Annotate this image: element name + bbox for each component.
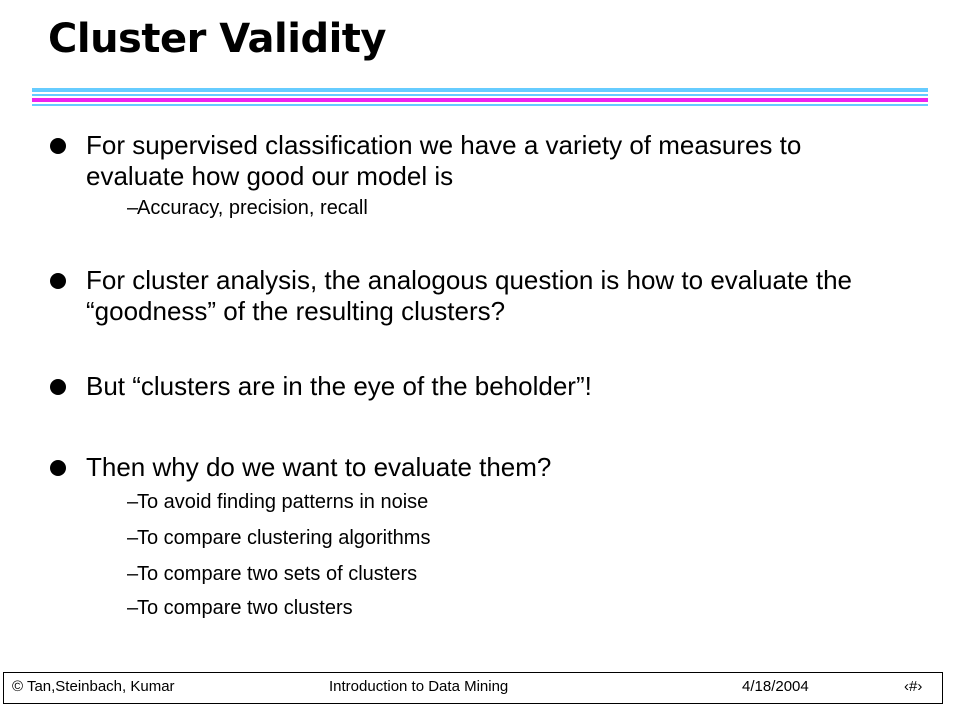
bullet-dot-icon — [50, 460, 66, 476]
dash-marker-icon: – — [127, 597, 139, 619]
bullet-dot-icon — [50, 138, 66, 154]
bullet-dot-icon — [50, 273, 66, 289]
slide-footer — [3, 672, 943, 704]
footer-date: 4/18/2004 — [742, 678, 809, 695]
sub-bullet-text: To compare two clusters — [137, 597, 353, 619]
slide-title: Cluster Validity — [48, 16, 386, 62]
bullet-text: For supervised classification we have a variety of measures to evaluate how good our model is — [86, 130, 802, 191]
dash-marker-icon: – — [127, 491, 139, 513]
bullet-text: For cluster analysis, the analogous question is how to evaluate the “goodness” of the resulting clusters? — [86, 265, 853, 326]
dash-marker-icon: – — [127, 197, 139, 219]
footer-page-number: ‹#› — [904, 678, 923, 695]
footer-copyright: © Tan,Steinbach, Kumar — [12, 678, 175, 695]
sub-bullet-text: To compare clustering algorithms — [137, 527, 431, 549]
sub-bullet-text: To compare two sets of clusters — [137, 563, 418, 585]
sub-bullet-text: Accuracy, precision, recall — [137, 197, 368, 219]
dash-marker-icon: – — [127, 563, 139, 585]
bullet-text: Then why do we want to evaluate them? — [86, 452, 552, 482]
bullet-dot-icon — [50, 379, 66, 395]
sub-bullet-text: To avoid finding patterns in noise — [137, 491, 429, 513]
footer-course-title: Introduction to Data Mining — [329, 678, 509, 695]
dash-marker-icon: – — [127, 527, 139, 549]
bullet-text: But “clusters are in the eye of the beholder”! — [86, 371, 592, 401]
